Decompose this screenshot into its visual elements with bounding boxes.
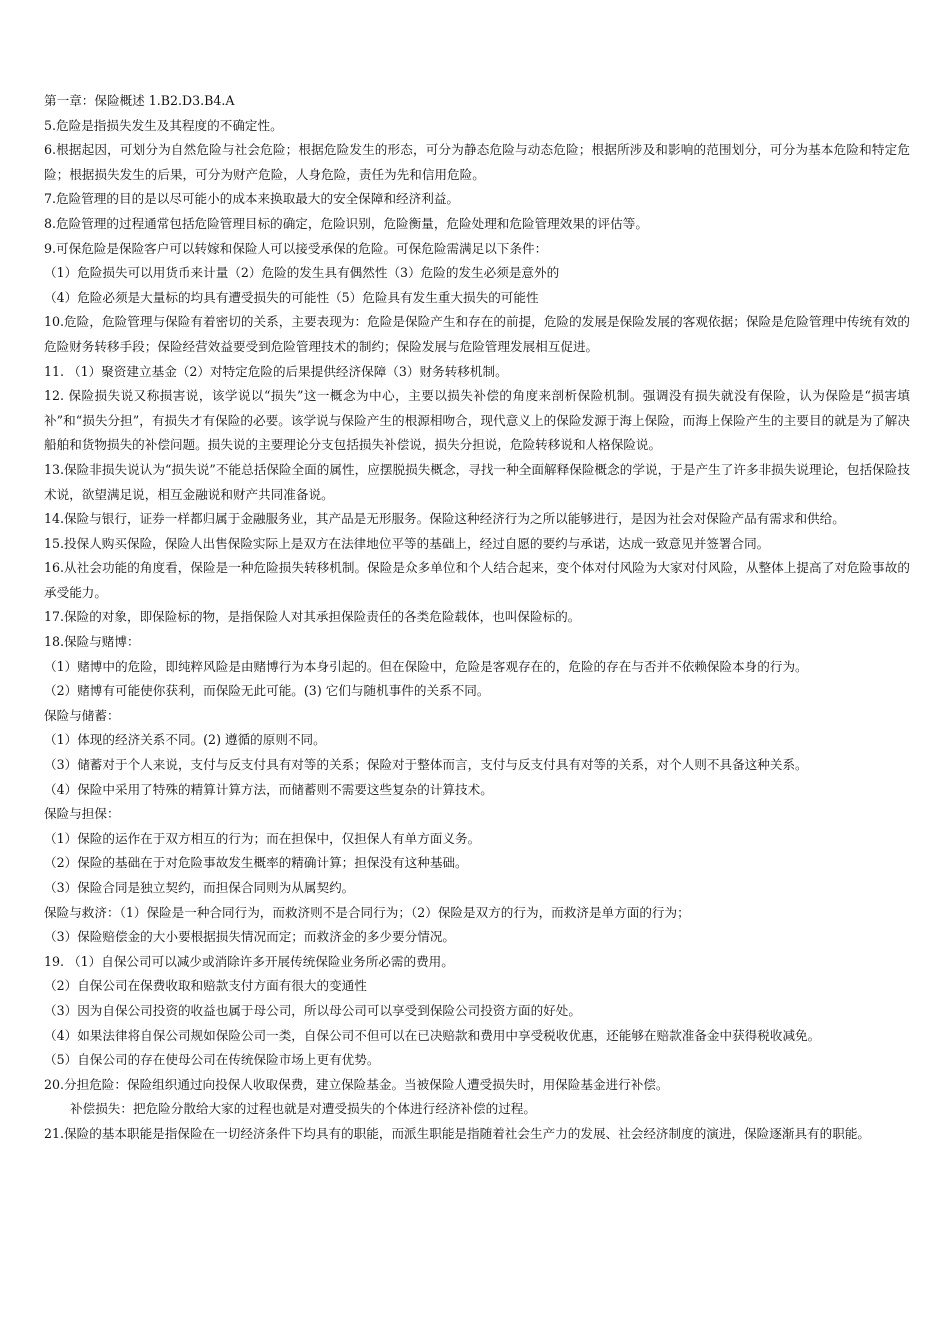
- answer-19-point-3: （3）因为自保公司投资的收益也属于母公司，所以母公司可以享受到保险公司投资方面的好处。: [44, 1002, 581, 1018]
- savings-point-4: （4）保险中采用了特殊的精算计算方法，而储蓄则不需要这些复杂的计算技术。: [44, 781, 493, 797]
- guarantee-point-1: （1）保险的运作在于双方相互的行为；而在担保中，仅担保人有单方面义务。: [44, 830, 481, 846]
- answer-12: 12. 保险损失说又称损害说，该学说以“损失”这一概念为中心，主要以损失补偿的角度来剖析保险机制。强调没有损失就没有保险，认为保险是“损害填补”和“损失分担”，有损失才有保险的必要。该学说与保险产生的根源相吻合，现代意义上的保险发源于海上保险，而海上保险产生的主要目的就是为了解决船舶和货物损失的补偿问题。损失说的主要理论分支包括损失补偿说，损失分担说，危险转移说和人格保险说。: [44, 388, 910, 453]
- answer-9-conditions-1: （1）危险损失可以用货币来计量（2）危险的发生具有偶然性（3）危险的发生必须是意外的: [44, 265, 560, 281]
- savings-point-1: （1）体现的经济关系不同。(2) 遵循的原则不同。: [44, 732, 326, 748]
- answer-17: 17.保险的对象，即保险标的物，是指保险人对其承担保险责任的各类危险载体，也叫保险标的。: [44, 609, 581, 625]
- answer-11: 11. （1）聚资建立基金（2）对特定危险的后果提供经济保障（3）财务转移机制。: [44, 363, 508, 379]
- answer-13: 13.保险非损失说认为“损失说”不能总括保险全面的属性，应摆脱损失概念，寻找一种全面解释保险概念的学说，于是产生了许多非损失说理论，包括保险技术说，欲望满足说，相互金融说和财产共同准备说。: [44, 461, 910, 502]
- answer-14: 14.保险与银行，证券一样都归属于金融服务业，其产品是无形服务。保险这种经济行为之所以能够进行，是因为社会对保险产品有需求和供给。: [44, 511, 845, 527]
- chapter-heading: 第一章：保险概述 1.B2.D3.B4.A: [44, 93, 235, 108]
- answer-19-point-4: （4）如果法律将自保公司规如保险公司一类，自保公司不但可以在已决赔款和费用中享受税收优惠，还能够在赔款准备金中获得税收减免。: [44, 1027, 821, 1043]
- answer-10: 10.危险，危险管理与保险有着密切的关系，主要表现为：危险是保险产生和存在的前提，危险的发展是保险发展的客观依据；保险是危险管理中传统有效的危险财务转移手段；保险经营效益要受到危险管理技术的制约；保险发展与危险管理发展相互促进。: [44, 314, 910, 354]
- answer-9-conditions-2: （4）危险必须是大量标的均具有遭受损失的可能性（5）危险具有发生重大损失的可能性: [44, 289, 539, 305]
- savings-heading: 保险与储蓄：: [44, 707, 120, 723]
- answer-16: 16.从社会功能的角度看，保险是一种危险损失转移机制。保险是众多单位和个人结合起来，变个体对付风险为大家对付风险，从整体上提高了对危险事故的承受能力。: [44, 560, 910, 600]
- savings-point-3: （3）储蓄对于个人来说，支付与反支付具有对等的关系；保险对于整体而言，支付与反支付具有对等的关系，对个人则不具备这种关系。: [44, 757, 808, 773]
- guarantee-heading: 保险与担保：: [44, 806, 120, 822]
- relief-heading: 保险与救济：（1）保险是一种合同行为，而救济则不是合同行为；（2）保险是双方的行为，而救济是单方面的行为；: [44, 904, 690, 920]
- document-page: [44, 89, 910, 1147]
- answer-9: 9.可保危险是保险客户可以转嫁和保险人可以接受承保的危险。可保危险需满足以下条件：: [44, 240, 548, 256]
- answer-18-heading: 18.保险与赌博：: [44, 634, 140, 650]
- answer-19-point-5: （5）自保公司的存在使母公司在传统保险市场上更有优势。: [44, 1052, 380, 1068]
- relief-point-3: （3）保险赔偿金的大小要根据损失情况而定；而救济金的多少要分情况。: [44, 929, 456, 945]
- answer-7: 7.危险管理的目的是以尽可能小的成本来换取最大的安全保障和经济利益。: [44, 191, 460, 207]
- guarantee-point-3: （3）保险合同是独立契约，而担保合同则为从属契约。: [44, 880, 355, 895]
- answer-20-compensation: 补偿损失：把危险分散给大家的过程也就是对遭受损失的个体进行经济补偿的过程。: [70, 1101, 536, 1117]
- gambling-point-2: （2）赌博有可能使你获利，而保险无此可能。(3) 它们与随机事件的关系不同。: [44, 683, 490, 699]
- answer-15: 15.投保人购买保险，保险人出售保险实际上是双方在法律地位平等的基础上，经过自愿的要约与承诺，达成一致意见并签署合同。: [44, 535, 770, 551]
- answer-19: 19. （1）自保公司可以减少或消除许多开展传统保险业务所必需的费用。: [44, 953, 454, 969]
- answer-6: 6.根据起因，可划分为自然危险与社会危险；根据危险发生的形态，可分为静态危险与动态危险；根据所涉及和影响的范围划分，可分为基本危险和特定危险；根据损失发生的后果，可分为财产危险，人身危险，责任为先和信用危险。: [44, 142, 910, 182]
- answer-20: 20.分担危险：保险组织通过向投保人收取保费，建立保险基金。当被保险人遭受损失时，用保险基金进行补偿。: [44, 1076, 669, 1092]
- answer-21: 21.保险的基本职能是指保险在一切经济条件下均具有的职能，而派生职能是指随着社会生产力的发展、社会经济制度的演进，保险逐渐具有的职能。: [44, 1125, 871, 1141]
- answer-19-point-2: （2）自保公司在保费收取和赔款支付方面有很大的变通性: [44, 978, 367, 994]
- answer-5: 5.危险是指损失发生及其程度的不确定性。: [44, 117, 283, 133]
- answer-8: 8.危险管理的过程通常包括危险管理目标的确定，危险识别，危险衡量，危险处理和危险管理效果的评估等。: [44, 215, 648, 231]
- guarantee-point-2: （2）保险的基础在于对危险事故发生概率的精确计算；担保没有这种基础。: [44, 855, 468, 871]
- gambling-point-1: （1）赌博中的危险，即纯粹风险是由赌博行为本身引起的。但在保险中，危险是客观存在的，危险的存在与否并不依赖保险本身的行为。: [44, 658, 808, 674]
